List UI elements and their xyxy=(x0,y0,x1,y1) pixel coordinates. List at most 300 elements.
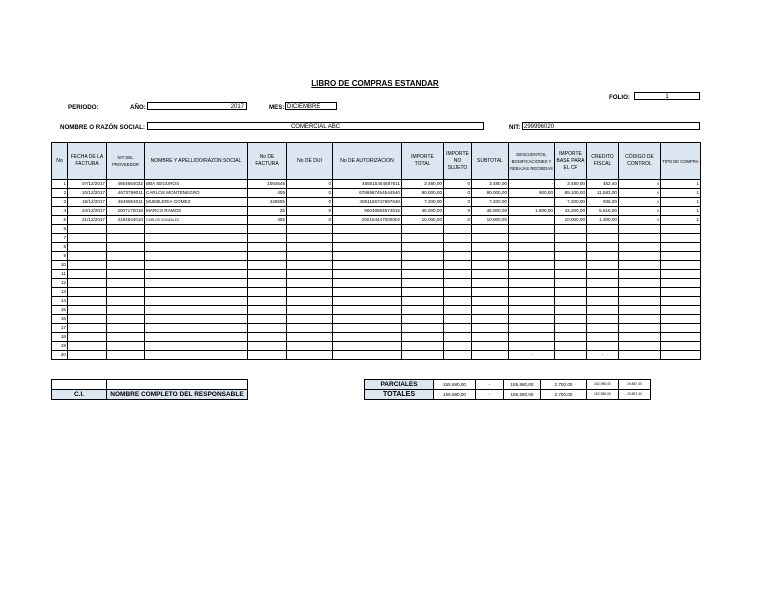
col-importe-no-sujeto-cell[interactable] xyxy=(444,243,472,252)
col-no-autorizacion-cell[interactable] xyxy=(333,306,402,315)
col-codigo-control-cell[interactable] xyxy=(619,234,661,243)
col-tipo-compra-cell[interactable]: 1 xyxy=(661,180,701,189)
col-credito-fiscal-cell[interactable]: 5.616,00 xyxy=(587,207,619,216)
col-descuentos-cell[interactable] xyxy=(509,243,555,252)
col-importe-total-cell[interactable]: 7.200,00 xyxy=(402,198,444,207)
col-no-autorizacion-cell[interactable] xyxy=(333,261,402,270)
col-no-factura-cell[interactable]: 405 xyxy=(248,189,287,198)
col-importe-no-sujeto-cell[interactable] xyxy=(444,297,472,306)
col-fecha-cell[interactable] xyxy=(68,306,107,315)
col-no-cell[interactable]: 12 xyxy=(52,279,68,288)
col-importe-total-cell[interactable]: 3.480,00 xyxy=(402,180,444,189)
col-fecha-cell[interactable] xyxy=(68,225,107,234)
col-importe-no-sujeto-cell[interactable] xyxy=(444,288,472,297)
col-fecha-cell[interactable]: 10/12/2017 xyxy=(68,189,107,198)
col-nit-proveedor-cell[interactable] xyxy=(107,333,145,342)
col-no-dui-cell[interactable]: 0 xyxy=(287,189,333,198)
col-razon-social-cell[interactable] xyxy=(145,342,248,351)
col-credito-fiscal-cell[interactable]: - xyxy=(587,351,619,360)
col-subtotal-cell[interactable] xyxy=(472,315,509,324)
col-razon-social-cell[interactable] xyxy=(145,225,248,234)
col-subtotal-cell[interactable] xyxy=(472,351,509,360)
col-descuentos-cell[interactable] xyxy=(509,288,555,297)
col-no-autorizacion-cell[interactable]: 465515454687811 xyxy=(333,180,402,189)
col-subtotal-cell[interactable] xyxy=(472,243,509,252)
col-credito-fiscal-cell[interactable] xyxy=(587,306,619,315)
col-fecha-cell[interactable] xyxy=(68,279,107,288)
col-importe-no-sujeto-cell[interactable] xyxy=(444,342,472,351)
col-razon-social-cell[interactable]: CARLOS GONZALEZ xyxy=(145,216,248,225)
col-codigo-control-cell[interactable] xyxy=(619,351,661,360)
col-no-factura-cell[interactable] xyxy=(248,252,287,261)
folio-field[interactable]: 1 xyxy=(634,92,700,100)
col-importe-no-sujeto-cell[interactable] xyxy=(444,261,472,270)
col-fecha-cell[interactable] xyxy=(68,297,107,306)
col-razon-social-cell[interactable] xyxy=(145,252,248,261)
col-razon-social-cell[interactable] xyxy=(145,306,248,315)
col-codigo-control-cell[interactable]: 0 xyxy=(619,198,661,207)
col-tipo-compra-cell[interactable] xyxy=(661,279,701,288)
col-no-dui-cell[interactable] xyxy=(287,342,333,351)
col-no-autorizacion-cell[interactable] xyxy=(333,243,402,252)
col-no-autorizacion-cell[interactable]: 6786987454544540 xyxy=(333,189,402,198)
col-no-factura-cell[interactable] xyxy=(248,279,287,288)
col-nit-proveedor-cell[interactable]: 4184544010 xyxy=(107,216,145,225)
col-credito-fiscal-cell[interactable] xyxy=(587,297,619,306)
col-tipo-compra-cell[interactable] xyxy=(661,297,701,306)
col-no-autorizacion-cell[interactable]: 4051156747897640 xyxy=(333,198,402,207)
col-codigo-control-cell[interactable] xyxy=(619,333,661,342)
col-tipo-compra-cell[interactable] xyxy=(661,252,701,261)
col-descuentos-cell[interactable] xyxy=(509,261,555,270)
col-descuentos-cell[interactable] xyxy=(509,198,555,207)
col-no-cell[interactable]: 8 xyxy=(52,243,68,252)
col-credito-fiscal-cell[interactable] xyxy=(587,225,619,234)
col-importe-total-cell[interactable] xyxy=(402,342,444,351)
col-fecha-cell[interactable] xyxy=(68,243,107,252)
col-importe-base-cf-cell[interactable]: 7.200,00 xyxy=(555,198,587,207)
col-descuentos-cell[interactable] xyxy=(509,306,555,315)
col-tipo-compra-cell[interactable] xyxy=(661,288,701,297)
col-importe-base-cf-cell[interactable] xyxy=(555,279,587,288)
col-razon-social-cell[interactable] xyxy=(145,270,248,279)
col-tipo-compra-cell[interactable]: 1 xyxy=(661,189,701,198)
col-no-dui-cell[interactable] xyxy=(287,270,333,279)
col-no-factura-cell[interactable] xyxy=(248,270,287,279)
col-subtotal-cell[interactable]: 10.000,00 xyxy=(472,216,509,225)
col-no-factura-cell[interactable] xyxy=(248,324,287,333)
col-no-factura-cell[interactable] xyxy=(248,315,287,324)
col-importe-total-cell[interactable]: 90.000,00 xyxy=(402,189,444,198)
col-razon-social-cell[interactable] xyxy=(145,297,248,306)
col-no-dui-cell[interactable] xyxy=(287,261,333,270)
col-razon-social-cell[interactable] xyxy=(145,288,248,297)
col-no-dui-cell[interactable] xyxy=(287,279,333,288)
col-nit-proveedor-cell[interactable] xyxy=(107,306,145,315)
col-fecha-cell[interactable] xyxy=(68,342,107,351)
col-subtotal-cell[interactable] xyxy=(472,270,509,279)
col-importe-no-sujeto-cell[interactable] xyxy=(444,324,472,333)
col-descuentos-cell[interactable]: 1.800,00 xyxy=(509,207,555,216)
col-importe-base-cf-cell[interactable] xyxy=(555,288,587,297)
col-no-autorizacion-cell[interactable] xyxy=(333,225,402,234)
col-importe-base-cf-cell[interactable]: 3.480,00 xyxy=(555,180,587,189)
col-fecha-cell[interactable] xyxy=(68,333,107,342)
col-fecha-cell[interactable] xyxy=(68,324,107,333)
col-importe-no-sujeto-cell[interactable] xyxy=(444,315,472,324)
col-no-factura-cell[interactable] xyxy=(248,306,287,315)
col-razon-social-cell[interactable] xyxy=(145,351,248,360)
col-no-dui-cell[interactable]: 0 xyxy=(287,216,333,225)
col-credito-fiscal-cell[interactable]: 1.300,00 xyxy=(587,216,619,225)
col-no-cell[interactable]: 7 xyxy=(52,234,68,243)
nit-field[interactable]: 299996020 xyxy=(522,122,700,130)
col-razon-social-cell[interactable] xyxy=(145,261,248,270)
col-descuentos-cell[interactable] xyxy=(509,270,555,279)
col-no-factura-cell[interactable]: 25 xyxy=(248,207,287,216)
col-importe-base-cf-cell[interactable] xyxy=(555,297,587,306)
col-importe-base-cf-cell[interactable]: 10.000,00 xyxy=(555,216,587,225)
anio-field[interactable]: 2017 xyxy=(147,102,247,110)
col-no-autorizacion-cell[interactable] xyxy=(333,288,402,297)
col-importe-total-cell[interactable] xyxy=(402,234,444,243)
col-no-factura-cell[interactable] xyxy=(248,234,287,243)
col-nit-proveedor-cell[interactable] xyxy=(107,225,145,234)
col-no-autorizacion-cell[interactable] xyxy=(333,234,402,243)
col-nit-proveedor-cell[interactable] xyxy=(107,324,145,333)
col-credito-fiscal-cell[interactable] xyxy=(587,288,619,297)
col-importe-total-cell[interactable] xyxy=(402,288,444,297)
col-descuentos-cell[interactable] xyxy=(509,324,555,333)
col-no-cell[interactable]: 13 xyxy=(52,288,68,297)
col-no-factura-cell[interactable] xyxy=(248,243,287,252)
col-no-cell[interactable]: 6 xyxy=(52,225,68,234)
col-fecha-cell[interactable]: 31/12/2017 xyxy=(68,216,107,225)
col-importe-no-sujeto-cell[interactable] xyxy=(444,333,472,342)
col-codigo-control-cell[interactable] xyxy=(619,342,661,351)
col-no-cell[interactable]: 1 xyxy=(52,180,68,189)
col-no-autorizacion-cell[interactable] xyxy=(333,342,402,351)
col-credito-fiscal-cell[interactable] xyxy=(587,315,619,324)
col-razon-social-cell[interactable] xyxy=(145,279,248,288)
col-nit-proveedor-cell[interactable]: 4654654022 xyxy=(107,180,145,189)
col-importe-no-sujeto-cell[interactable] xyxy=(444,279,472,288)
col-importe-base-cf-cell[interactable] xyxy=(555,306,587,315)
col-no-dui-cell[interactable]: 0 xyxy=(287,180,333,189)
col-no-factura-cell[interactable]: 455 xyxy=(248,216,287,225)
col-no-autorizacion-cell[interactable]: 90048554574515 xyxy=(333,207,402,216)
col-subtotal-cell[interactable] xyxy=(472,297,509,306)
col-fecha-cell[interactable]: 07/12/2017 xyxy=(68,180,107,189)
col-codigo-control-cell[interactable] xyxy=(619,306,661,315)
col-importe-base-cf-cell[interactable] xyxy=(555,225,587,234)
col-importe-base-cf-cell[interactable] xyxy=(555,351,587,360)
col-tipo-compra-cell[interactable]: 1 xyxy=(661,216,701,225)
col-credito-fiscal-cell[interactable]: 452,40 xyxy=(587,180,619,189)
col-no-dui-cell[interactable] xyxy=(287,234,333,243)
col-tipo-compra-cell[interactable]: 1 xyxy=(661,207,701,216)
col-credito-fiscal-cell[interactable] xyxy=(587,324,619,333)
col-razon-social-cell[interactable] xyxy=(145,243,248,252)
col-codigo-control-cell[interactable] xyxy=(619,288,661,297)
col-no-dui-cell[interactable]: 0 xyxy=(287,198,333,207)
col-tipo-compra-cell[interactable] xyxy=(661,234,701,243)
col-no-factura-cell[interactable] xyxy=(248,342,287,351)
col-credito-fiscal-cell[interactable] xyxy=(587,261,619,270)
col-no-factura-cell[interactable]: 1564545 xyxy=(248,180,287,189)
col-importe-no-sujeto-cell[interactable] xyxy=(444,252,472,261)
col-importe-base-cf-cell[interactable] xyxy=(555,243,587,252)
col-codigo-control-cell[interactable] xyxy=(619,243,661,252)
col-descuentos-cell[interactable]: 900,00 xyxy=(509,189,555,198)
col-no-dui-cell[interactable] xyxy=(287,225,333,234)
col-no-dui-cell[interactable]: 0 xyxy=(287,207,333,216)
col-importe-total-cell[interactable] xyxy=(402,306,444,315)
col-descuentos-cell[interactable] xyxy=(509,297,555,306)
col-codigo-control-cell[interactable]: 0 xyxy=(619,180,661,189)
col-subtotal-cell[interactable]: 90.000,00 xyxy=(472,189,509,198)
col-importe-total-cell[interactable] xyxy=(402,252,444,261)
col-nit-proveedor-cell[interactable] xyxy=(107,315,145,324)
col-razon-social-cell[interactable] xyxy=(145,324,248,333)
col-no-factura-cell[interactable] xyxy=(248,333,287,342)
col-tipo-compra-cell[interactable] xyxy=(661,324,701,333)
col-no-autorizacion-cell[interactable] xyxy=(333,297,402,306)
col-credito-fiscal-cell[interactable]: 11.583,00 xyxy=(587,189,619,198)
col-no-cell[interactable]: 11 xyxy=(52,270,68,279)
col-importe-total-cell[interactable] xyxy=(402,270,444,279)
col-no-cell[interactable]: 17 xyxy=(52,324,68,333)
col-importe-base-cf-cell[interactable] xyxy=(555,342,587,351)
col-subtotal-cell[interactable] xyxy=(472,261,509,270)
col-no-autorizacion-cell[interactable] xyxy=(333,270,402,279)
col-descuentos-cell[interactable] xyxy=(509,342,555,351)
col-nit-proveedor-cell[interactable] xyxy=(107,243,145,252)
col-no-dui-cell[interactable] xyxy=(287,243,333,252)
col-tipo-compra-cell[interactable] xyxy=(661,333,701,342)
col-nit-proveedor-cell[interactable]: 4646854011 xyxy=(107,198,145,207)
col-razon-social-cell[interactable]: CARLOS MONTENEGRO xyxy=(145,189,248,198)
col-credito-fiscal-cell[interactable] xyxy=(587,342,619,351)
col-importe-total-cell[interactable] xyxy=(402,315,444,324)
col-codigo-control-cell[interactable] xyxy=(619,315,661,324)
col-subtotal-cell[interactable]: 45.000,00 xyxy=(472,207,509,216)
col-codigo-control-cell[interactable] xyxy=(619,225,661,234)
col-no-autorizacion-cell[interactable] xyxy=(333,351,402,360)
col-no-factura-cell[interactable] xyxy=(248,261,287,270)
col-credito-fiscal-cell[interactable] xyxy=(587,279,619,288)
col-importe-no-sujeto-cell[interactable]: 0 xyxy=(444,198,472,207)
col-descuentos-cell[interactable] xyxy=(509,216,555,225)
col-nit-proveedor-cell[interactable] xyxy=(107,288,145,297)
col-razon-social-cell[interactable]: BBA SEGUROS xyxy=(145,180,248,189)
col-tipo-compra-cell[interactable] xyxy=(661,243,701,252)
col-importe-total-cell[interactable] xyxy=(402,243,444,252)
col-codigo-control-cell[interactable] xyxy=(619,261,661,270)
col-credito-fiscal-cell[interactable] xyxy=(587,234,619,243)
col-codigo-control-cell[interactable] xyxy=(619,252,661,261)
col-subtotal-cell[interactable] xyxy=(472,279,509,288)
col-no-dui-cell[interactable] xyxy=(287,306,333,315)
col-no-factura-cell[interactable] xyxy=(248,297,287,306)
col-descuentos-cell[interactable] xyxy=(509,252,555,261)
col-no-autorizacion-cell[interactable] xyxy=(333,279,402,288)
col-importe-base-cf-cell[interactable] xyxy=(555,270,587,279)
col-no-factura-cell[interactable] xyxy=(248,288,287,297)
col-fecha-cell[interactable]: 24/12/2017 xyxy=(68,207,107,216)
col-descuentos-cell[interactable]: - xyxy=(509,351,555,360)
col-fecha-cell[interactable] xyxy=(68,315,107,324)
col-importe-base-cf-cell[interactable] xyxy=(555,252,587,261)
col-nit-proveedor-cell[interactable] xyxy=(107,252,145,261)
col-nit-proveedor-cell[interactable] xyxy=(107,234,145,243)
col-no-autorizacion-cell[interactable] xyxy=(333,315,402,324)
col-tipo-compra-cell[interactable] xyxy=(661,342,701,351)
col-tipo-compra-cell[interactable] xyxy=(661,225,701,234)
col-no-cell[interactable]: 20 xyxy=(52,351,68,360)
col-descuentos-cell[interactable] xyxy=(509,225,555,234)
col-nit-proveedor-cell[interactable] xyxy=(107,342,145,351)
col-razon-social-cell[interactable] xyxy=(145,234,248,243)
col-nit-proveedor-cell[interactable]: 4673799011 xyxy=(107,189,145,198)
col-codigo-control-cell[interactable]: 0 xyxy=(619,189,661,198)
col-no-dui-cell[interactable] xyxy=(287,297,333,306)
col-nit-proveedor-cell[interactable] xyxy=(107,297,145,306)
col-no-dui-cell[interactable] xyxy=(287,315,333,324)
col-no-cell[interactable]: 2 xyxy=(52,189,68,198)
col-importe-total-cell[interactable] xyxy=(402,324,444,333)
col-importe-no-sujeto-cell[interactable] xyxy=(444,225,472,234)
col-fecha-cell[interactable]: 15/12/2017 xyxy=(68,198,107,207)
col-importe-total-cell[interactable] xyxy=(402,297,444,306)
col-importe-no-sujeto-cell[interactable] xyxy=(444,306,472,315)
col-subtotal-cell[interactable]: 7.200,00 xyxy=(472,198,509,207)
col-no-cell[interactable]: 9 xyxy=(52,252,68,261)
col-importe-base-cf-cell[interactable] xyxy=(555,261,587,270)
col-razon-social-cell[interactable]: MUEBLERIA GOMEZ xyxy=(145,198,248,207)
col-no-cell[interactable]: 15 xyxy=(52,306,68,315)
col-subtotal-cell[interactable] xyxy=(472,306,509,315)
col-credito-fiscal-cell[interactable] xyxy=(587,252,619,261)
col-importe-no-sujeto-cell[interactable]: 0 xyxy=(444,207,472,216)
col-subtotal-cell[interactable] xyxy=(472,234,509,243)
col-codigo-control-cell[interactable] xyxy=(619,324,661,333)
col-importe-base-cf-cell[interactable] xyxy=(555,333,587,342)
col-codigo-control-cell[interactable] xyxy=(619,270,661,279)
col-importe-no-sujeto-cell[interactable] xyxy=(444,270,472,279)
col-no-factura-cell[interactable] xyxy=(248,351,287,360)
col-no-factura-cell[interactable]: 445555 xyxy=(248,198,287,207)
col-subtotal-cell[interactable] xyxy=(472,333,509,342)
col-nit-proveedor-cell[interactable] xyxy=(107,351,145,360)
col-importe-no-sujeto-cell[interactable] xyxy=(444,234,472,243)
col-no-autorizacion-cell[interactable] xyxy=(333,324,402,333)
col-codigo-control-cell[interactable] xyxy=(619,297,661,306)
col-subtotal-cell[interactable]: 3.480,00 xyxy=(472,180,509,189)
col-codigo-control-cell[interactable] xyxy=(619,279,661,288)
col-importe-base-cf-cell[interactable]: 43.200,00 xyxy=(555,207,587,216)
col-credito-fiscal-cell[interactable] xyxy=(587,243,619,252)
col-razon-social-cell[interactable] xyxy=(145,333,248,342)
col-importe-base-cf-cell[interactable] xyxy=(555,315,587,324)
col-no-cell[interactable]: 19 xyxy=(52,342,68,351)
col-no-cell[interactable]: 18 xyxy=(52,333,68,342)
col-no-factura-cell[interactable] xyxy=(248,225,287,234)
col-fecha-cell[interactable] xyxy=(68,234,107,243)
col-fecha-cell[interactable] xyxy=(68,252,107,261)
col-tipo-compra-cell[interactable] xyxy=(661,306,701,315)
col-tipo-compra-cell[interactable] xyxy=(661,351,701,360)
col-no-cell[interactable]: 5 xyxy=(52,216,68,225)
col-no-autorizacion-cell[interactable] xyxy=(333,333,402,342)
col-descuentos-cell[interactable] xyxy=(509,234,555,243)
col-importe-total-cell[interactable] xyxy=(402,261,444,270)
col-fecha-cell[interactable] xyxy=(68,270,107,279)
col-importe-no-sujeto-cell[interactable]: 0 xyxy=(444,216,472,225)
col-no-dui-cell[interactable] xyxy=(287,288,333,297)
col-importe-total-cell[interactable]: 10.000,00 xyxy=(402,216,444,225)
col-descuentos-cell[interactable] xyxy=(509,333,555,342)
col-subtotal-cell[interactable] xyxy=(472,252,509,261)
col-importe-total-cell[interactable] xyxy=(402,351,444,360)
col-no-dui-cell[interactable] xyxy=(287,324,333,333)
col-importe-total-cell[interactable]: 45.000,00 xyxy=(402,207,444,216)
col-descuentos-cell[interactable]: - xyxy=(509,180,555,189)
col-credito-fiscal-cell[interactable] xyxy=(587,270,619,279)
col-importe-base-cf-cell[interactable] xyxy=(555,324,587,333)
col-subtotal-cell[interactable] xyxy=(472,225,509,234)
col-subtotal-cell[interactable] xyxy=(472,288,509,297)
col-importe-base-cf-cell[interactable] xyxy=(555,234,587,243)
col-subtotal-cell[interactable] xyxy=(472,324,509,333)
col-no-autorizacion-cell[interactable] xyxy=(333,252,402,261)
col-tipo-compra-cell[interactable]: 1 xyxy=(661,198,701,207)
col-no-cell[interactable]: 4 xyxy=(52,207,68,216)
col-importe-base-cf-cell[interactable]: 89.100,00 xyxy=(555,189,587,198)
col-importe-total-cell[interactable] xyxy=(402,333,444,342)
col-no-cell[interactable]: 16 xyxy=(52,315,68,324)
col-no-dui-cell[interactable] xyxy=(287,351,333,360)
col-descuentos-cell[interactable] xyxy=(509,315,555,324)
col-no-cell[interactable]: 10 xyxy=(52,261,68,270)
col-codigo-control-cell[interactable]: 0 xyxy=(619,207,661,216)
col-razon-social-cell[interactable]: MARCO RAMOS xyxy=(145,207,248,216)
col-nit-proveedor-cell[interactable]: 2007170018 xyxy=(107,207,145,216)
col-nit-proveedor-cell[interactable] xyxy=(107,261,145,270)
col-fecha-cell[interactable] xyxy=(68,351,107,360)
col-tipo-compra-cell[interactable] xyxy=(661,261,701,270)
col-no-dui-cell[interactable] xyxy=(287,333,333,342)
col-descuentos-cell[interactable] xyxy=(509,279,555,288)
col-credito-fiscal-cell[interactable] xyxy=(587,333,619,342)
col-no-autorizacion-cell[interactable]: 200154447000002 xyxy=(333,216,402,225)
col-nit-proveedor-cell[interactable] xyxy=(107,279,145,288)
col-importe-no-sujeto-cell[interactable] xyxy=(444,351,472,360)
col-importe-no-sujeto-cell[interactable]: 0 xyxy=(444,189,472,198)
col-credito-fiscal-cell[interactable]: 936,00 xyxy=(587,198,619,207)
razon-social-field[interactable]: COMERCIAL ABC xyxy=(147,122,484,130)
col-no-dui-cell[interactable] xyxy=(287,252,333,261)
col-importe-total-cell[interactable] xyxy=(402,279,444,288)
col-no-cell[interactable]: 14 xyxy=(52,297,68,306)
col-razon-social-cell[interactable] xyxy=(145,315,248,324)
col-tipo-compra-cell[interactable] xyxy=(661,270,701,279)
col-no-cell[interactable]: 3 xyxy=(52,198,68,207)
col-tipo-compra-cell[interactable] xyxy=(661,315,701,324)
col-fecha-cell[interactable] xyxy=(68,261,107,270)
col-codigo-control-cell[interactable]: 0 xyxy=(619,216,661,225)
mes-field[interactable]: DICIEMBRE xyxy=(285,102,337,110)
